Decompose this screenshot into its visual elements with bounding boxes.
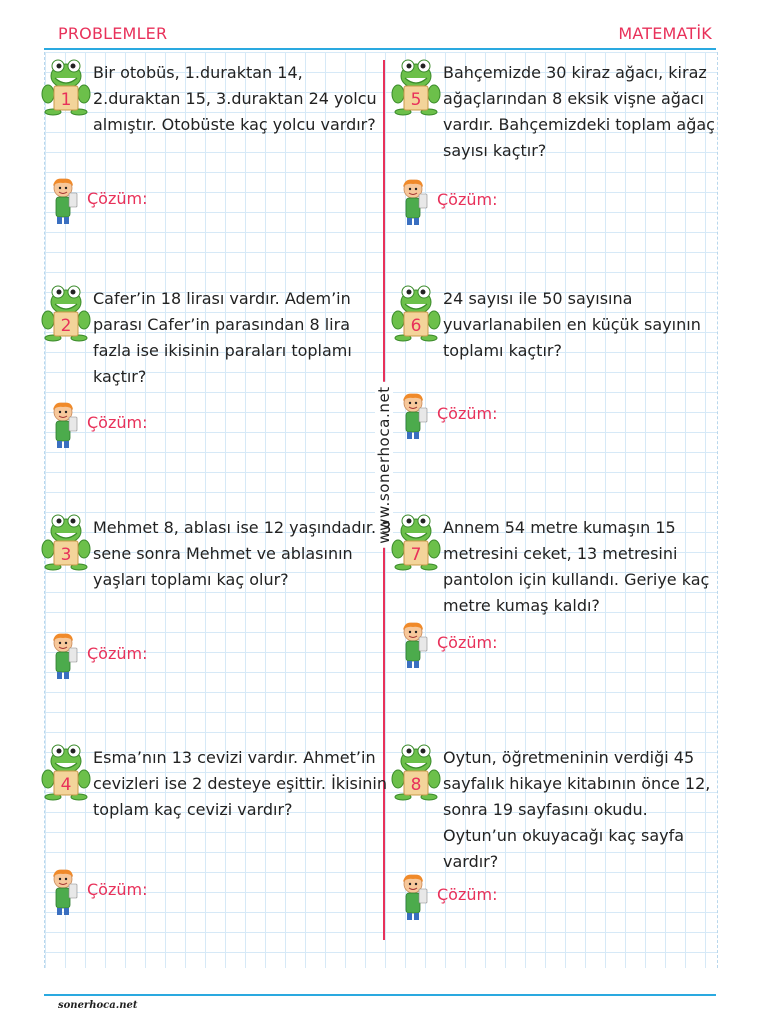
problem-text: Esma’nın 13 cevizi vardır. Ahmet’in cevizleri ise 2 desteye eşittir. İkisinin toplam kaç cevizi vardır? <box>93 748 388 819</box>
solution-area <box>45 632 185 682</box>
frog-number-icon <box>41 509 91 571</box>
student-icon <box>395 392 431 440</box>
problem-1 <box>60 60 393 208</box>
student-icon <box>45 177 81 225</box>
problem-text: Bir otobüs, 1.duraktan 14, 2.duraktan 15, 3.duraktan 24 yolcu almıştır. Otobüste kaç yolcu vardır? <box>93 63 377 134</box>
solution-label: Çözüm: <box>87 189 148 208</box>
header-title: PROBLEMLER <box>58 24 168 43</box>
problem-text: Cafer’in 18 lirası vardır. Adem’in parası Cafer’in parasından 8 lira fazla ise ikisinin paraları toplamı kaçtır? <box>93 289 352 386</box>
frog-number-icon <box>41 739 91 801</box>
problem-number: 1 <box>60 90 72 110</box>
solution-area <box>395 392 535 442</box>
problem-5 <box>410 60 718 209</box>
problem-number: 7 <box>410 545 422 565</box>
solution-label: Çözüm: <box>437 885 498 904</box>
problem-text: Oytun, öğretmeninin verdiği 45 sayfalık hikaye kitabının önce 12, sonra 19 sayfasını okudu. Oytun’un okuyacağı kaç sayfa vardır? <box>443 748 711 871</box>
footer-rule <box>44 994 716 996</box>
problem-8 <box>410 745 718 904</box>
problem-text: 24 sayısı ile 50 sayısına yuvarlanabilen en küçük sayının toplamı kaçtır? <box>443 289 701 360</box>
problem-6 <box>410 286 718 423</box>
problem-text: Mehmet 8, ablası ise 12 yaşındadır. 3 sene sonra Mehmet ve ablasının yaşları toplamı kaç olur? <box>93 518 392 589</box>
student-icon <box>45 632 81 680</box>
student-icon <box>45 868 81 916</box>
frog-number-icon <box>391 509 441 571</box>
frog-number-icon <box>41 280 91 342</box>
problem-number: 5 <box>410 90 422 110</box>
solution-label: Çözüm: <box>437 633 498 652</box>
footer-site: sonerhoca.net <box>58 1000 138 1011</box>
problem-7 <box>410 515 718 652</box>
solution-area <box>395 178 535 228</box>
solution-area <box>395 621 535 671</box>
student-icon <box>395 873 431 921</box>
problem-number: 4 <box>60 775 72 795</box>
problem-number: 3 <box>60 545 72 565</box>
problem-number: 6 <box>410 316 422 336</box>
solution-area <box>45 868 185 918</box>
student-icon <box>395 621 431 669</box>
problem-4 <box>60 745 393 899</box>
problem-text: Annem 54 metre kumaşın 15 metresini ceket, 13 metresini pantolon için kullandı. Geriye kaç metre kumaş kaldı? <box>443 518 710 615</box>
problem-text: Bahçemizde 30 kiraz ağacı, kiraz ağaçlarından 8 eksik vişne ağacı vardır. Bahçemizdeki toplam ağaç sayısı kaçtır? <box>443 63 715 160</box>
problem-number: 2 <box>60 316 72 336</box>
watermark: www.sonerhoca.net <box>375 382 393 548</box>
student-icon <box>395 178 431 226</box>
solution-label: Çözüm: <box>87 644 148 663</box>
frog-number-icon <box>391 739 441 801</box>
frog-number-icon <box>391 54 441 116</box>
frog-number-icon <box>391 280 441 342</box>
solution-label: Çözüm: <box>437 190 498 209</box>
problem-2 <box>60 286 393 432</box>
header-rule <box>44 48 716 50</box>
solution-label: Çözüm: <box>437 404 498 423</box>
solution-area <box>45 401 185 451</box>
solution-label: Çözüm: <box>87 880 148 899</box>
problem-3 <box>60 515 393 663</box>
solution-area <box>45 177 185 227</box>
solution-area <box>395 873 535 923</box>
student-icon <box>45 401 81 449</box>
problem-number: 8 <box>410 775 422 795</box>
header-subject: MATEMATİK <box>618 24 712 43</box>
frog-number-icon <box>41 54 91 116</box>
solution-label: Çözüm: <box>87 413 148 432</box>
